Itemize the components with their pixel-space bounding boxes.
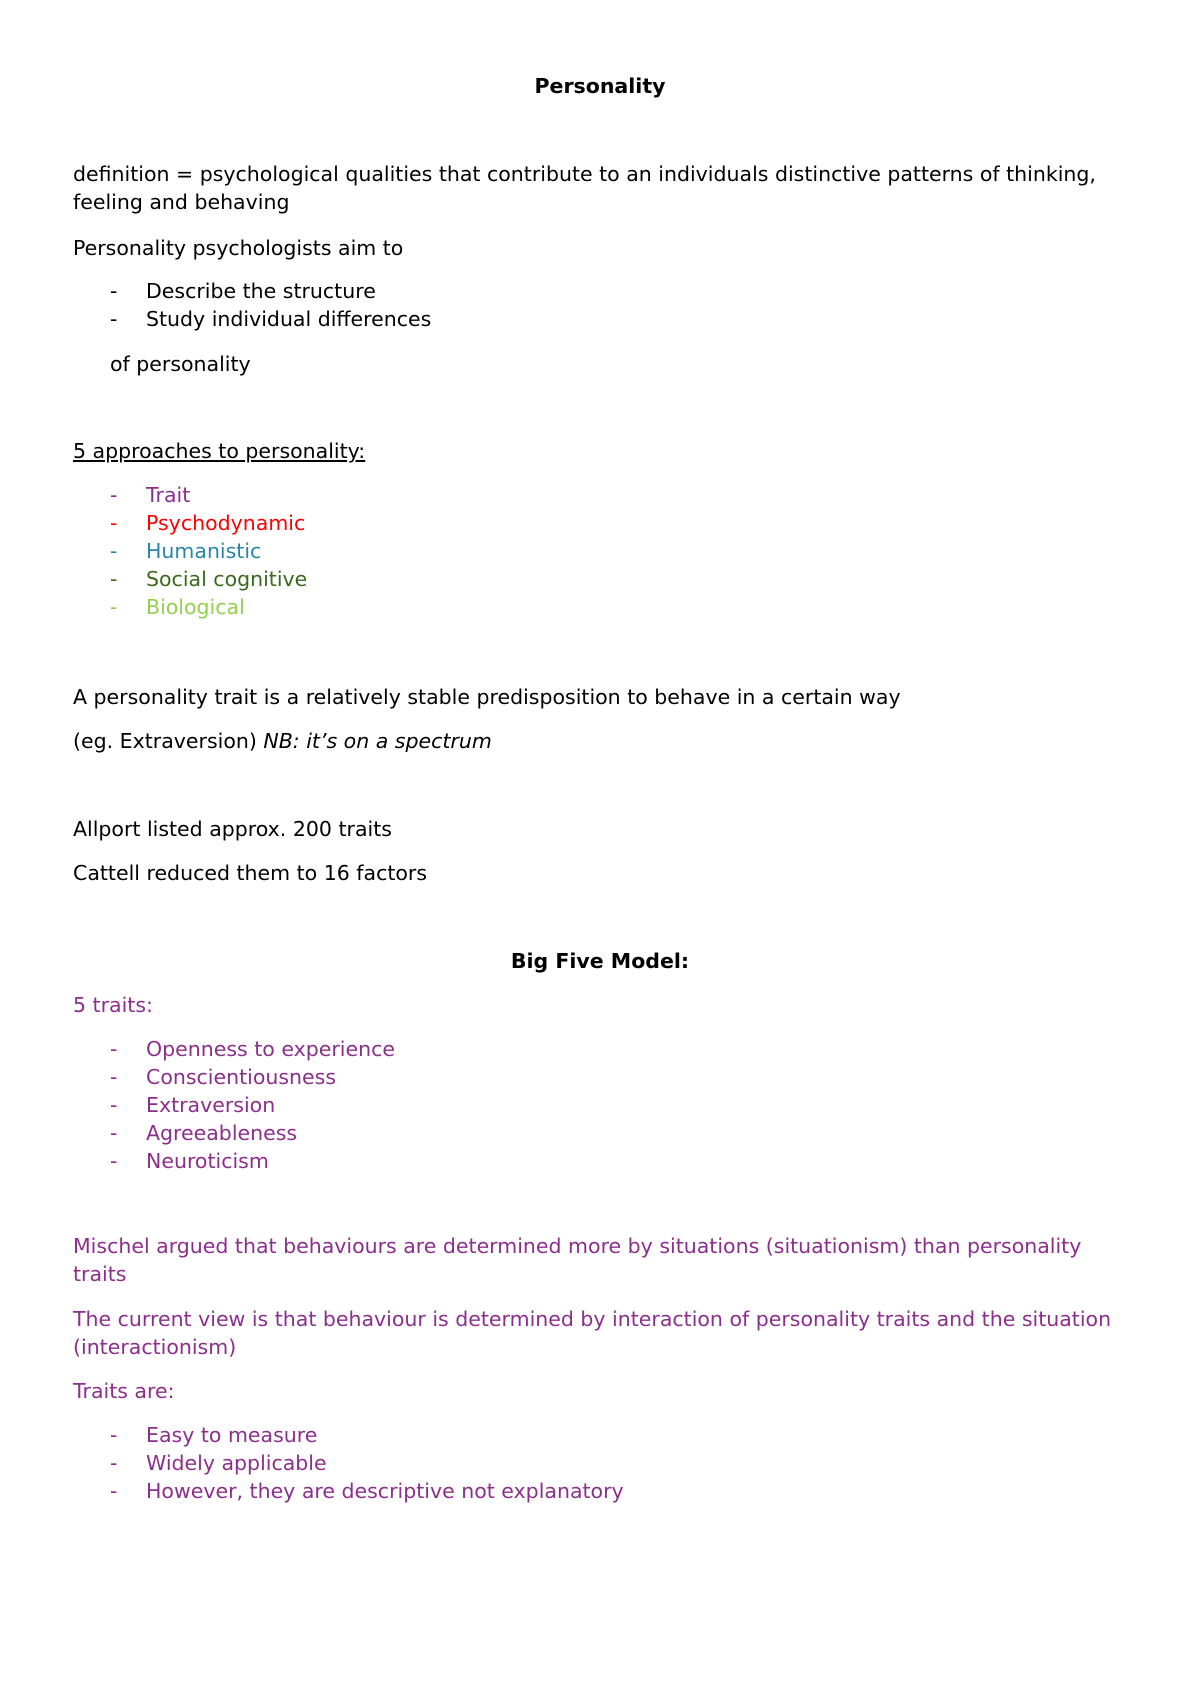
list-item	[110, 537, 261, 565]
five-traits-label: 5 traits:	[73, 993, 153, 1017]
big-five-conscientiousness: Conscientiousness	[146, 1065, 337, 1089]
approach-psychodynamic: Psychodynamic	[146, 511, 306, 535]
bullet-dash: -	[110, 1423, 118, 1447]
approaches-heading: 5 approaches to personality:	[73, 439, 366, 463]
list-item	[110, 481, 190, 509]
trait-example-line	[73, 727, 492, 755]
big-five-openness: Openness to experience	[146, 1037, 395, 1061]
list-item	[110, 593, 245, 621]
bullet-dash: -	[110, 1149, 118, 1173]
definition-text: definition = psychological qualities that contribute to an individuals distinctive patterns of thinking, feeling and behaving	[73, 162, 1096, 214]
bullet-dash: -	[110, 483, 118, 507]
list-item	[110, 1477, 624, 1505]
list-item	[110, 1449, 327, 1477]
cattell-text: Cattell reduced them to 16 factors	[73, 861, 428, 885]
traits-are-widely-applicable: Widely applicable	[146, 1451, 327, 1475]
bullet-dash: -	[110, 539, 118, 563]
traits-are-label: Traits are:	[73, 1379, 175, 1403]
big-five-extraversion: Extraversion	[146, 1093, 276, 1117]
bullet-dash: -	[110, 1037, 118, 1061]
list-item	[110, 1035, 395, 1063]
trait-note-text: NB: it’s on a spectrum	[263, 729, 492, 753]
allport-text: Allport listed approx. 200 traits	[73, 817, 392, 841]
list-item-label: Study individual differences	[146, 307, 432, 331]
traits-are-descriptive: However, they are descriptive not explanatory	[146, 1479, 624, 1503]
bullet-dash: -	[110, 1479, 118, 1503]
list-item	[110, 509, 305, 537]
bullet-dash: -	[110, 307, 118, 331]
approach-humanistic: Humanistic	[146, 539, 262, 563]
bullet-dash: -	[110, 511, 118, 535]
bullet-dash: -	[110, 595, 118, 619]
list-item	[110, 1119, 297, 1147]
list-item	[110, 1147, 269, 1175]
traits-are-easy: Easy to measure	[146, 1423, 318, 1447]
list-item	[110, 1421, 317, 1449]
mischel-text: Mischel argued that behaviours are determined more by situations (situationism) than personality traits	[73, 1234, 1082, 1286]
list-item	[110, 1091, 275, 1119]
approach-trait: Trait	[146, 483, 191, 507]
approach-biological: Biological	[146, 595, 245, 619]
list-item	[110, 565, 307, 593]
page-title: Personality	[534, 74, 666, 98]
list-item	[110, 1063, 336, 1091]
list-item	[110, 305, 431, 333]
trait-definition-text: A personality trait is a relatively stable predisposition to behave in a certain way	[73, 685, 901, 709]
list-item	[110, 277, 376, 305]
approach-social-cognitive: Social cognitive	[146, 567, 308, 591]
current-view-text: The current view is that behaviour is determined by interaction of personality traits and the situation (interactionism)	[73, 1307, 1112, 1359]
bullet-dash: -	[110, 1065, 118, 1089]
bullet-dash: -	[110, 279, 118, 303]
trait-example-text: (eg. Extraversion)	[73, 729, 257, 753]
bullet-dash: -	[110, 1451, 118, 1475]
big-five-neuroticism: Neuroticism	[146, 1149, 269, 1173]
bullet-dash: -	[110, 1093, 118, 1117]
bullet-dash: -	[110, 567, 118, 591]
aim-intro-text: Personality psychologists aim to	[73, 236, 404, 260]
big-five-heading: Big Five Model:	[510, 949, 690, 973]
bullet-dash: -	[110, 1121, 118, 1145]
list-item-label: Describe the structure	[146, 279, 376, 303]
aim-outro-text: of personality	[110, 352, 251, 376]
big-five-agreeableness: Agreeableness	[146, 1121, 298, 1145]
